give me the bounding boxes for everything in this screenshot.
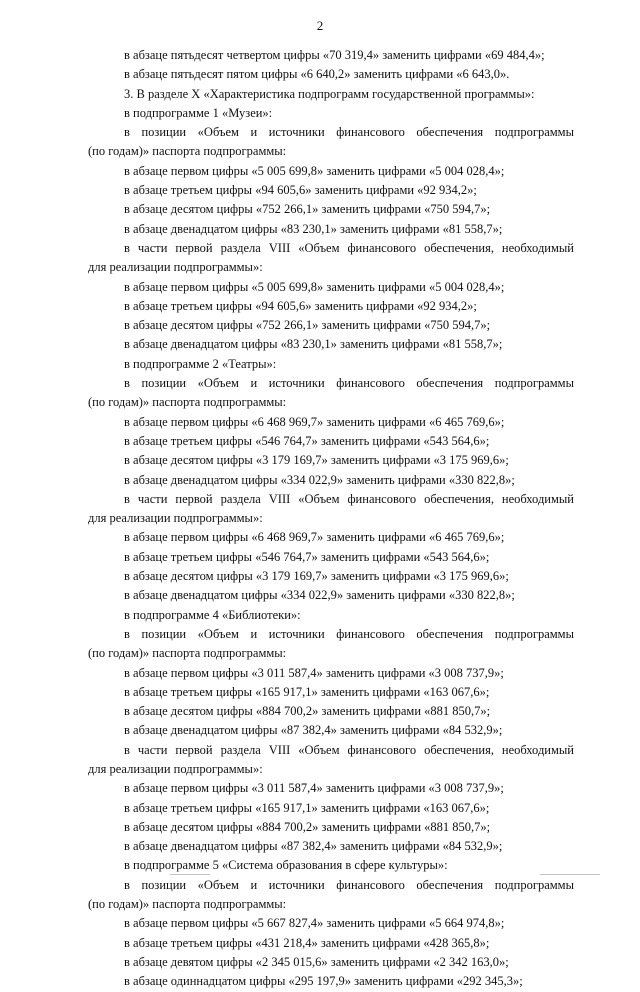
text-line: в позиции «Объем и источники финансового обеспечения подпрограммы [124,376,574,391]
text-line: (по годам)» паспорта подпрограммы: [88,144,287,159]
text-line: (по годам)» паспорта подпрограммы: [88,897,287,912]
text-line: в части первой раздела VIII «Объем финансового обеспечения, необходимый [124,742,574,757]
text-line: в позиции «Объем и источники финансового обеспечения подпрограммы [124,877,574,892]
text-line: в абзаце третьем цифры «94 605,6» заменить цифрами «92 934,2»; [124,298,477,313]
text-line: в абзаце десятом цифры «752 266,1» заменить цифрами «750 594,7»; [124,202,491,217]
text-line: в абзаце двенадцатом цифры «87 382,4» заменить цифрами «84 532,9»; [124,723,503,738]
text-line: в абзаце десятом цифры «3 179 169,7» заменить цифрами «3 175 969,6»; [124,569,509,584]
text-line: в абзаце первом цифры «5 005 699,8» заменить цифрами «5 004 028,4»; [124,163,505,178]
text-line: в подпрограмме 2 «Театры»: [124,356,277,371]
text-line: (по годам)» паспорта подпрограммы: [88,395,287,410]
text-line: в абзаце десятом цифры «884 700,2» заменить цифрами «881 850,7»; [124,704,491,719]
text-line: в подпрограмме 5 «Система образования в сфере культуры»: [124,858,448,873]
text-line: в абзаце первом цифры «5 667 827,4» заменить цифрами «5 664 974,8»; [124,916,505,931]
text-line: в абзаце первом цифры «5 005 699,8» заменить цифрами «5 004 028,4»; [124,279,505,294]
scan-artifact [170,874,210,875]
document-body [88,46,574,992]
text-line: в абзаце первом цифры «3 011 587,4» заменить цифрами «3 008 737,9»; [124,781,504,796]
text-line: в позиции «Объем и источники финансового обеспечения подпрограммы [124,125,574,140]
text-line: для реализации подпрограммы»: [88,260,263,275]
text-line: в абзаце одиннадцатом цифры «295 197,9» заменить цифрами «292 345,3»; [124,974,523,989]
page-number: 2 [316,18,324,33]
text-line: в абзаце двенадцатом цифры «334 022,9» заменить цифрами «330 822,8»; [124,588,515,603]
text-line: в части первой раздела VIII «Объем финансового обеспечения, необходимый [124,240,574,255]
text-line: в абзаце двенадцатом цифры «87 382,4» заменить цифрами «84 532,9»; [124,839,503,854]
text-line: в абзаце первом цифры «6 468 969,7» заменить цифрами «6 465 769,6»; [124,414,505,429]
text-line: в абзаце пятьдесят четвертом цифры «70 319,4» заменить цифрами «69 484,4»; [124,48,545,62]
text-line: в абзаце третьем цифры «431 218,4» заменить цифрами «428 365,8»; [124,935,490,950]
text-line: для реализации подпрограммы»: [88,761,263,776]
text-line: в позиции «Объем и источники финансового обеспечения подпрограммы [124,626,574,641]
text-line: в абзаце третьем цифры «546 764,7» заменить цифрами «543 564,6»; [124,433,490,448]
text-line: в абзаце двенадцатом цифры «83 230,1» заменить цифрами «81 558,7»; [124,221,503,236]
text-line: в абзаце третьем цифры «94 605,6» заменить цифрами «92 934,2»; [124,183,477,198]
text-line: в абзаце девятом цифры «2 345 015,6» заменить цифрами «2 342 163,0»; [124,954,509,969]
scan-artifact [540,874,600,875]
text-line: в абзаце третьем цифры «165 917,1» заменить цифрами «163 067,6»; [124,800,490,815]
text-line: в абзаце десятом цифры «884 700,2» заменить цифрами «881 850,7»; [124,819,491,834]
text-line: (по годам)» паспорта подпрограммы: [88,646,287,661]
text-line: в абзаце третьем цифры «546 764,7» заменить цифрами «543 564,6»; [124,549,490,564]
text-line: в абзаце десятом цифры «752 266,1» заменить цифрами «750 594,7»; [124,318,491,333]
text-line: в подпрограмме 4 «Библиотеки»: [124,607,301,622]
text-line: в подпрограмме 1 «Музеи»: [124,105,273,120]
text-line: в части первой раздела VIII «Объем финансового обеспечения, необходимый [124,491,574,506]
text-line: 3. В разделе X «Характеристика подпрограмм государственной программы»: [124,86,535,101]
text-line: в абзаце двенадцатом цифры «83 230,1» заменить цифрами «81 558,7»; [124,337,503,352]
text-line: в абзаце третьем цифры «165 917,1» заменить цифрами «163 067,6»; [124,684,490,699]
text-line: в абзаце десятом цифры «3 179 169,7» заменить цифрами «3 175 969,6»; [124,453,509,468]
text-line: в абзаце пятьдесят пятом цифры «6 640,2» заменить цифрами «6 643,0». [124,67,510,82]
text-line: для реализации подпрограммы»: [88,511,263,526]
text-line: в абзаце двенадцатом цифры «334 022,9» заменить цифрами «330 822,8»; [124,472,515,487]
text-line: в абзаце первом цифры «3 011 587,4» заменить цифрами «3 008 737,9»; [124,665,504,680]
text-line: в абзаце первом цифры «6 468 969,7» заменить цифрами «6 465 769,6»; [124,530,505,545]
